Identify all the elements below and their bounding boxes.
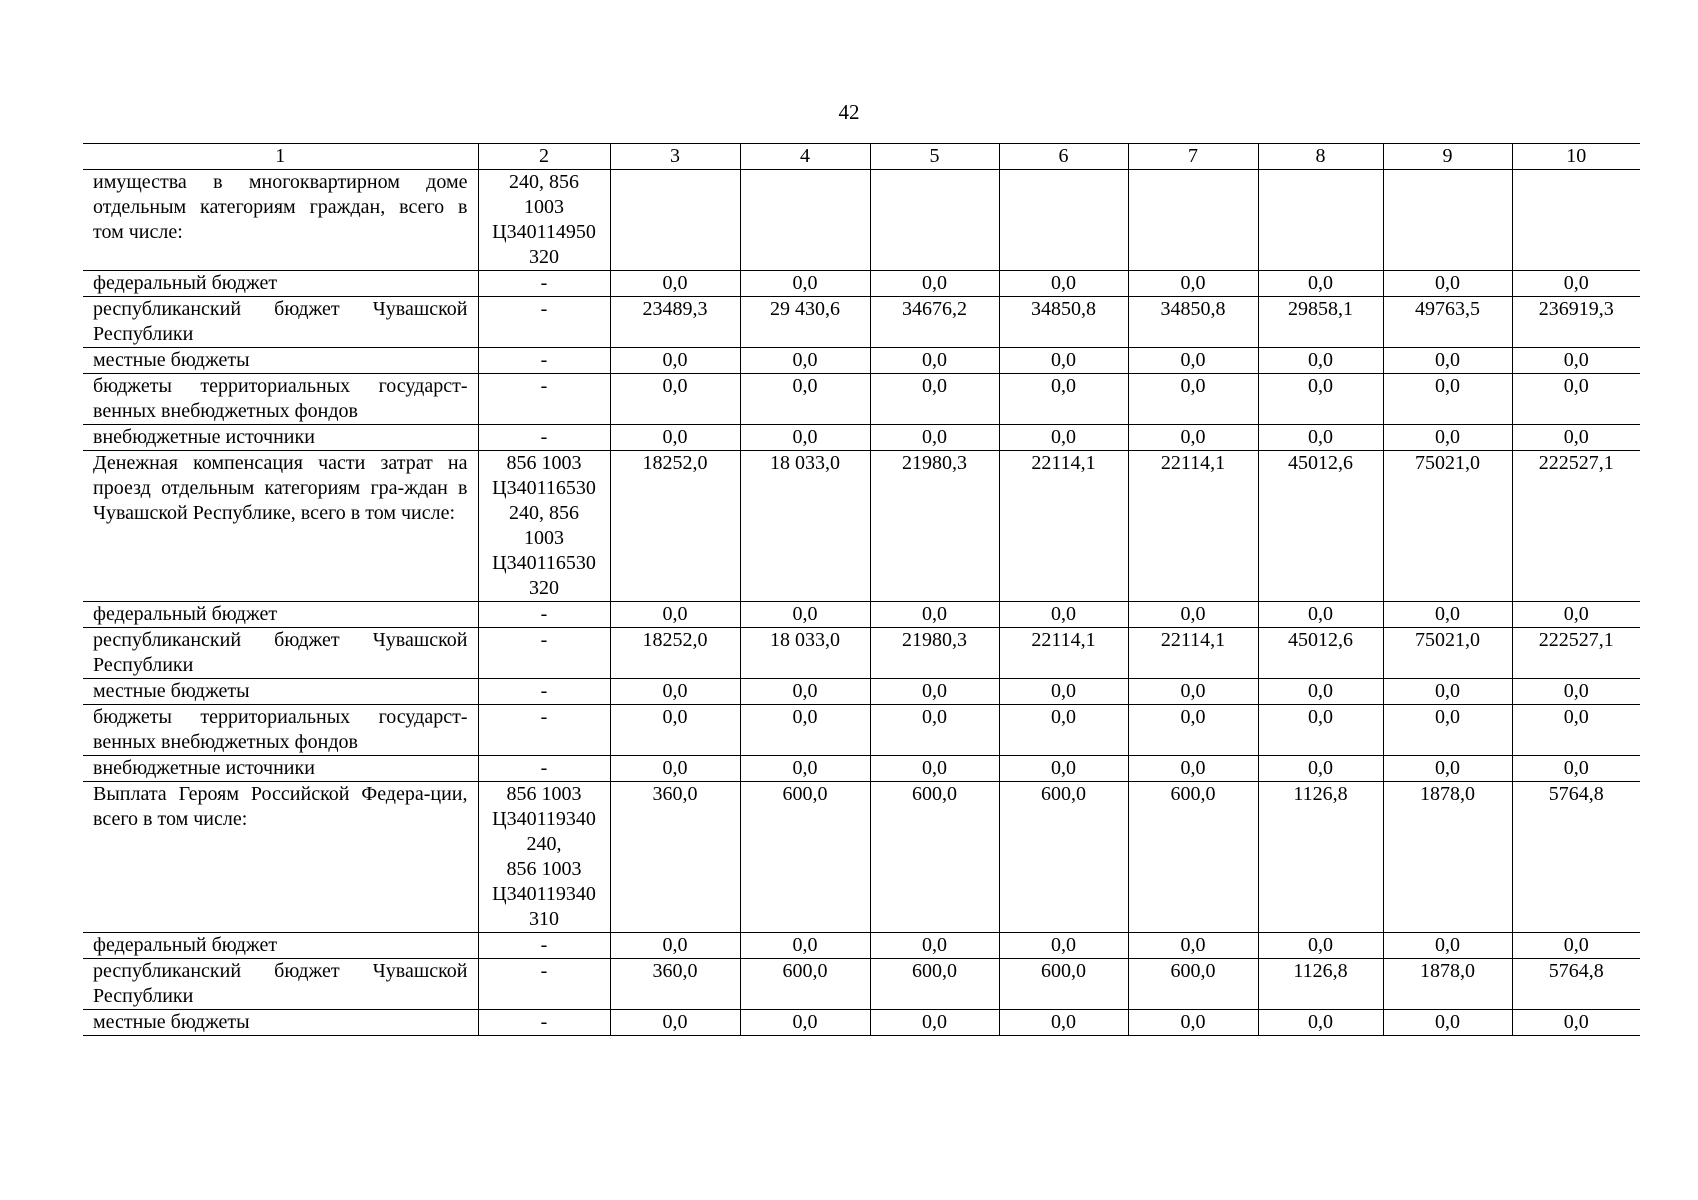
value-cell: 0,0 <box>870 425 999 451</box>
value-cell: 23489,3 <box>610 297 740 348</box>
budget-code-cell <box>478 297 610 348</box>
table-row <box>83 705 1640 756</box>
value-cell: 0,0 <box>1128 602 1258 628</box>
row-description: бюджеты территориальных государст-венных внебюджетных фондов <box>83 374 478 425</box>
value-cell: 0,0 <box>1512 348 1640 374</box>
page-number: 42 <box>838 100 860 124</box>
value-cell: 600,0 <box>1128 782 1258 933</box>
value-cell: 34850,8 <box>1128 297 1258 348</box>
budget-code-cell <box>478 348 610 374</box>
table-row <box>83 933 1640 959</box>
value-cell: 0,0 <box>1128 933 1258 959</box>
column-number: 2 <box>478 144 610 170</box>
value-cell: 0,0 <box>1383 705 1512 756</box>
value-cell: 18 033,0 <box>740 628 870 679</box>
value-cell: 0,0 <box>1258 933 1383 959</box>
value-cell: 0,0 <box>610 425 740 451</box>
value-cell: 34676,2 <box>870 297 999 348</box>
value-cell: 0,0 <box>740 1010 870 1036</box>
table-header-row <box>83 144 1640 170</box>
column-number: 3 <box>610 144 740 170</box>
value-cell: 21980,3 <box>870 451 999 602</box>
value-cell: 0,0 <box>1383 271 1512 297</box>
value-cell: 0,0 <box>1128 1010 1258 1036</box>
value-cell: 45012,6 <box>1258 451 1383 602</box>
row-description: бюджеты территориальных государст-венных внебюджетных фондов <box>83 705 478 756</box>
value-cell: 0,0 <box>610 374 740 425</box>
value-cell: 0,0 <box>740 374 870 425</box>
value-cell: 0,0 <box>999 374 1128 425</box>
budget-code-cell <box>478 451 610 602</box>
table-row <box>83 297 1640 348</box>
row-description: местные бюджеты <box>83 348 478 374</box>
row-description: Выплата Героям Российской Федера-ции, всего в том числе: <box>83 782 478 933</box>
value-cell: 1126,8 <box>1258 959 1383 1010</box>
value-cell: 0,0 <box>610 602 740 628</box>
value-cell: 0,0 <box>870 374 999 425</box>
value-cell: 22114,1 <box>1128 628 1258 679</box>
budget-code-line: - <box>540 934 548 956</box>
value-cell: 0,0 <box>870 756 999 782</box>
value-cell: 0,0 <box>740 271 870 297</box>
budget-code-line: 856 1003 <box>506 783 582 805</box>
value-cell: 0,0 <box>740 348 870 374</box>
value-cell: 18252,0 <box>610 451 740 602</box>
budget-code-line: - <box>540 375 548 397</box>
value-cell: 0,0 <box>1128 679 1258 705</box>
value-cell: 0,0 <box>1128 425 1258 451</box>
value-cell: 0,0 <box>1383 374 1512 425</box>
value-cell: 1878,0 <box>1383 782 1512 933</box>
budget-code-line: Ц340116530 <box>492 552 596 574</box>
value-cell: 0,0 <box>1258 679 1383 705</box>
budget-code-line: - <box>540 603 548 625</box>
value-cell: 0,0 <box>610 271 740 297</box>
row-description: республиканский бюджет Чувашской Республики <box>83 297 478 348</box>
budget-code-line: Ц340114950 <box>492 221 596 243</box>
value-cell: 0,0 <box>740 425 870 451</box>
value-cell: 0,0 <box>1258 271 1383 297</box>
value-cell: 0,0 <box>870 679 999 705</box>
value-cell <box>870 170 999 271</box>
value-cell: 600,0 <box>999 782 1128 933</box>
budget-code-line: Ц340119340 <box>492 883 596 905</box>
value-cell: 0,0 <box>740 756 870 782</box>
value-cell: 0,0 <box>999 1010 1128 1036</box>
budget-code-line: - <box>540 1011 548 1033</box>
value-cell: 0,0 <box>1258 756 1383 782</box>
value-cell: 0,0 <box>999 756 1128 782</box>
column-number: 8 <box>1258 144 1383 170</box>
budget-code-line: 240, 856 <box>509 171 579 193</box>
row-description: федеральный бюджет <box>83 933 478 959</box>
table-row <box>83 628 1640 679</box>
value-cell: 600,0 <box>870 959 999 1010</box>
value-cell: 18 033,0 <box>740 451 870 602</box>
value-cell: 0,0 <box>870 705 999 756</box>
budget-code-line: - <box>540 757 548 779</box>
value-cell: 0,0 <box>870 602 999 628</box>
value-cell: 29 430,6 <box>740 297 870 348</box>
value-cell: 22114,1 <box>1128 451 1258 602</box>
value-cell <box>1512 170 1640 271</box>
budget-code-line: 1003 <box>524 527 564 549</box>
value-cell: 0,0 <box>1258 374 1383 425</box>
table-row <box>83 271 1640 297</box>
column-number: 1 <box>83 144 478 170</box>
budget-code-line: - <box>540 960 548 982</box>
table-row <box>83 959 1640 1010</box>
table-row <box>83 602 1640 628</box>
value-cell <box>1383 170 1512 271</box>
value-cell: 21980,3 <box>870 628 999 679</box>
table-row <box>83 756 1640 782</box>
budget-code-line: 320 <box>529 577 559 599</box>
value-cell: 0,0 <box>1512 1010 1640 1036</box>
budget-code-line: 856 1003 <box>506 858 582 880</box>
value-cell: 0,0 <box>1258 602 1383 628</box>
column-number: 9 <box>1383 144 1512 170</box>
value-cell: 0,0 <box>1512 756 1640 782</box>
value-cell: 1126,8 <box>1258 782 1383 933</box>
budget-code-cell <box>478 602 610 628</box>
row-description: внебюджетные источники <box>83 756 478 782</box>
table-row <box>83 348 1640 374</box>
budget-code-cell <box>478 756 610 782</box>
budget-code-cell <box>478 782 610 933</box>
budget-code-cell <box>478 271 610 297</box>
budget-code-line: Ц340116530 <box>492 477 596 499</box>
value-cell: 34850,8 <box>999 297 1128 348</box>
budget-code-line: 1003 <box>524 196 564 218</box>
value-cell <box>740 170 870 271</box>
value-cell: 1878,0 <box>1383 959 1512 1010</box>
value-cell: 0,0 <box>999 271 1128 297</box>
row-description: федеральный бюджет <box>83 271 478 297</box>
value-cell: 360,0 <box>610 782 740 933</box>
value-cell: 0,0 <box>1128 705 1258 756</box>
value-cell: 0,0 <box>1128 348 1258 374</box>
budget-code-line: - <box>540 349 548 371</box>
value-cell: 0,0 <box>999 348 1128 374</box>
table-row <box>83 170 1640 271</box>
budget-code-cell <box>478 1010 610 1036</box>
value-cell: 0,0 <box>740 933 870 959</box>
value-cell: 0,0 <box>740 602 870 628</box>
value-cell: 75021,0 <box>1383 451 1512 602</box>
value-cell: 0,0 <box>1258 348 1383 374</box>
row-description: федеральный бюджет <box>83 602 478 628</box>
value-cell: 222527,1 <box>1512 628 1640 679</box>
value-cell <box>1128 170 1258 271</box>
column-number: 5 <box>870 144 999 170</box>
value-cell: 18252,0 <box>610 628 740 679</box>
value-cell: 0,0 <box>1512 602 1640 628</box>
value-cell: 360,0 <box>610 959 740 1010</box>
budget-code-line: - <box>540 298 548 320</box>
value-cell: 600,0 <box>1128 959 1258 1010</box>
value-cell: 49763,5 <box>1383 297 1512 348</box>
budget-code-cell <box>478 628 610 679</box>
value-cell: 0,0 <box>870 933 999 959</box>
budget-code-line: - <box>540 426 548 448</box>
value-cell: 0,0 <box>1512 679 1640 705</box>
value-cell <box>1258 170 1383 271</box>
budget-code-line: 240, <box>526 833 562 855</box>
value-cell: 0,0 <box>610 348 740 374</box>
table-row <box>83 679 1640 705</box>
value-cell: 0,0 <box>1383 756 1512 782</box>
value-cell: 0,0 <box>1383 348 1512 374</box>
row-description: республиканский бюджет Чувашской Республики <box>83 959 478 1010</box>
value-cell: 0,0 <box>1383 679 1512 705</box>
budget-code-cell <box>478 170 610 271</box>
column-number: 10 <box>1512 144 1640 170</box>
value-cell: 0,0 <box>1512 271 1640 297</box>
value-cell: 0,0 <box>999 705 1128 756</box>
value-cell: 29858,1 <box>1258 297 1383 348</box>
value-cell: 0,0 <box>740 705 870 756</box>
value-cell: 0,0 <box>870 271 999 297</box>
budget-code-cell <box>478 959 610 1010</box>
value-cell: 0,0 <box>999 933 1128 959</box>
budget-code-cell <box>478 374 610 425</box>
value-cell: 222527,1 <box>1512 451 1640 602</box>
row-description: местные бюджеты <box>83 679 478 705</box>
budget-code-line: 310 <box>529 908 559 930</box>
row-description: Денежная компенсация части затрат на проезд отдельным категориям гра-ждан в Чувашской Республике, всего в том числе: <box>83 451 478 602</box>
value-cell <box>999 170 1128 271</box>
value-cell: 5764,8 <box>1512 782 1640 933</box>
budget-code-cell <box>478 705 610 756</box>
table-row <box>83 425 1640 451</box>
column-number: 6 <box>999 144 1128 170</box>
budget-code-cell <box>478 933 610 959</box>
value-cell: 0,0 <box>1383 425 1512 451</box>
budget-code-line: - <box>540 629 548 651</box>
value-cell: 600,0 <box>740 782 870 933</box>
value-cell: 0,0 <box>1258 425 1383 451</box>
value-cell: 0,0 <box>999 602 1128 628</box>
value-cell: 0,0 <box>1128 271 1258 297</box>
value-cell: 0,0 <box>1383 933 1512 959</box>
budget-code-line: - <box>540 680 548 702</box>
row-description: имущества в многоквартирном доме отдельным категориям граждан, всего в том числе: <box>83 170 478 271</box>
value-cell: 0,0 <box>870 348 999 374</box>
column-number: 4 <box>740 144 870 170</box>
value-cell: 0,0 <box>1383 602 1512 628</box>
table-row <box>83 782 1640 933</box>
value-cell: 600,0 <box>999 959 1128 1010</box>
table-row <box>83 451 1640 602</box>
value-cell: 0,0 <box>1512 705 1640 756</box>
value-cell: 0,0 <box>1128 374 1258 425</box>
row-description: внебюджетные источники <box>83 425 478 451</box>
row-description: республиканский бюджет Чувашской Республики <box>83 628 478 679</box>
value-cell: 0,0 <box>1383 1010 1512 1036</box>
budget-code-line: 320 <box>529 246 559 268</box>
budget-code-line: 856 1003 <box>506 452 582 474</box>
column-number: 7 <box>1128 144 1258 170</box>
budget-code-cell <box>478 679 610 705</box>
value-cell <box>610 170 740 271</box>
value-cell: 5764,8 <box>1512 959 1640 1010</box>
value-cell: 0,0 <box>1512 933 1640 959</box>
value-cell: 0,0 <box>870 1010 999 1036</box>
value-cell: 0,0 <box>1258 705 1383 756</box>
table-row <box>83 1010 1640 1036</box>
budget-code-line: - <box>540 706 548 728</box>
budget-code-line: 240, 856 <box>509 502 579 524</box>
value-cell: 0,0 <box>610 933 740 959</box>
budget-code-line: Ц340119340 <box>492 808 596 830</box>
value-cell: 0,0 <box>999 425 1128 451</box>
value-cell: 0,0 <box>610 679 740 705</box>
budget-code-line: - <box>540 272 548 294</box>
value-cell: 45012,6 <box>1258 628 1383 679</box>
value-cell: 22114,1 <box>999 451 1128 602</box>
table-row <box>83 374 1640 425</box>
value-cell: 0,0 <box>999 679 1128 705</box>
value-cell: 75021,0 <box>1383 628 1512 679</box>
value-cell: 0,0 <box>1512 425 1640 451</box>
value-cell: 600,0 <box>870 782 999 933</box>
budget-code-cell <box>478 425 610 451</box>
value-cell: 236919,3 <box>1512 297 1640 348</box>
row-description: местные бюджеты <box>83 1010 478 1036</box>
value-cell: 0,0 <box>1258 1010 1383 1036</box>
value-cell: 0,0 <box>1128 756 1258 782</box>
value-cell: 0,0 <box>610 756 740 782</box>
value-cell: 0,0 <box>610 705 740 756</box>
value-cell: 0,0 <box>610 1010 740 1036</box>
value-cell: 0,0 <box>1512 374 1640 425</box>
value-cell: 22114,1 <box>999 628 1128 679</box>
budget-table <box>83 143 1640 1036</box>
value-cell: 600,0 <box>740 959 870 1010</box>
value-cell: 0,0 <box>740 679 870 705</box>
